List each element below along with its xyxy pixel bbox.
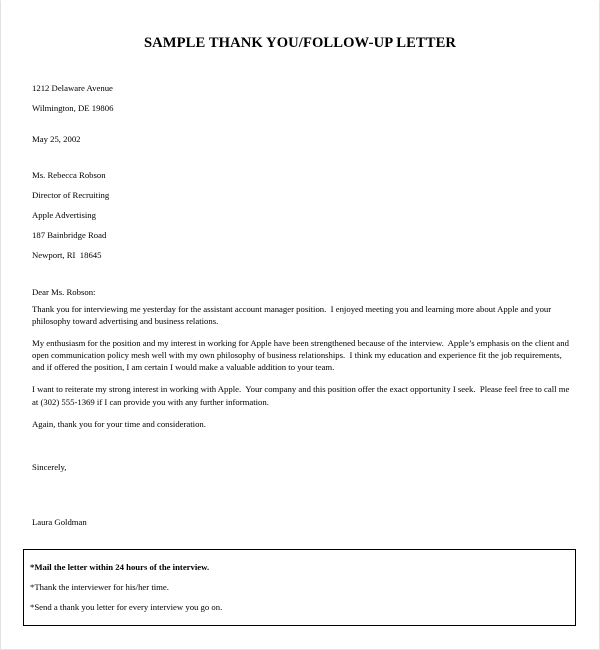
- closing-line: Sincerely,: [32, 462, 67, 472]
- body-paragraph: Thank you for interviewing me yesterday for the assistant account manager position. I enjoyed meeting you and learning more about Apple and your philosophy toward advertising and business relations.: [32, 304, 554, 327]
- sender-address-block: [32, 78, 113, 118]
- body-paragraph: I want to reiterate my strong interest in working with Apple. Your company and this position offer the exact opportunity I seek. Please feel free to call me at (302) 555-1369 if I can provide you with any further information.: [32, 384, 572, 407]
- tips-box: [23, 549, 576, 626]
- recipient-address-block: [32, 165, 109, 265]
- body-paragraph: Again, thank you for your time and consideration.: [32, 418, 206, 429]
- recipient-address-line: Ms. Rebecca Robson: [32, 170, 106, 180]
- tip-item: *Mail the letter within 24 hours of the interview.: [30, 562, 210, 572]
- tip-item: *Thank the interviewer for his/her time.: [30, 582, 169, 592]
- recipient-address-line: Newport, RI 18645: [32, 250, 102, 260]
- recipient-address-line: Director of Recruiting: [32, 190, 110, 200]
- page-title: SAMPLE THANK YOU/FOLLOW-UP LETTER: [143, 35, 457, 51]
- salutation: Dear Ms. Robson:: [32, 287, 96, 297]
- body-paragraph: My enthusiasm for the position and my interest in working for Apple have been strengthened because of the interview. Apple’s emphasis on the client and open communication policy mesh well with my own philosophy of business relationships. I think my education and experience fit the job requirements, and if offered the position, I am certain I would make a valuable addition to your team.: [32, 338, 572, 373]
- sender-address-line: Wilmington, DE 19806: [32, 103, 114, 113]
- tip-item: *Send a thank you letter for every interview you go on.: [30, 602, 223, 612]
- signature-name: Laura Goldman: [32, 517, 87, 527]
- letter-body: [32, 303, 572, 440]
- recipient-address-line: 187 Bainbridge Road: [32, 230, 107, 240]
- letter-date: May 25, 2002: [32, 134, 81, 144]
- recipient-address-line: Apple Advertising: [32, 210, 96, 220]
- sender-address-line: 1212 Delaware Avenue: [32, 83, 113, 93]
